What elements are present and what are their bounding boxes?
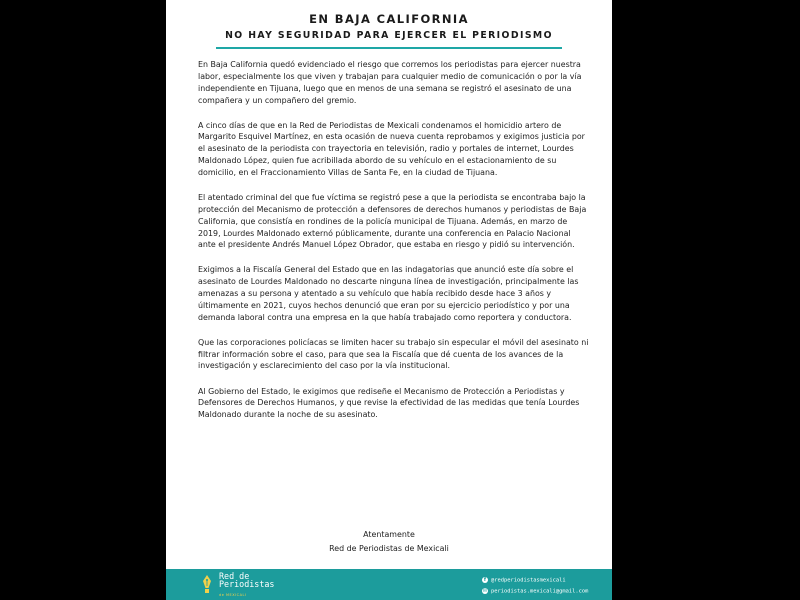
title-block	[166, 10, 612, 49]
paragraph: Exigimos a la Fiscalía General del Estado que en las indagatorias que anunció este día sobre el asesinato de Lourdes Maldonado no descarte ninguna línea de investigación, principalmente las amenazas a su persona y atentado a su vehículo que había recibido desde hace 3 años y últimamente en 2021, cuyos hechos denunció que eran por su ejercicio periodístico y por una demanda laboral contra una empresa en la que había trabajado como reportera y conductora.	[198, 265, 579, 322]
logo-line: Red de	[219, 571, 250, 581]
logo-line: Periodistas	[219, 578, 275, 589]
statement-page	[166, 0, 612, 600]
page-subtitle: NO HAY SEGURIDAD PARA EJERCER EL PERIODISMO	[225, 30, 553, 41]
signature-block	[166, 528, 612, 555]
page-title: EN BAJA CALIFORNIA	[309, 12, 469, 26]
pen-nib-icon	[202, 575, 212, 594]
title-underline	[216, 47, 562, 49]
footer-band	[166, 569, 612, 600]
logo-subtitle: de MEXICALI	[219, 593, 247, 597]
paragraph: Al Gobierno del Estado, le exigimos que rediseñe el Mecanismo de Protección a Periodistas y Defensores de Derechos Humanos, y que revise la efectividad de las medidas que tenía Lourdes Maldonado durante la noche de su asesinato.	[198, 386, 580, 420]
email-address: periodistas.mexicali@gmail.com	[491, 588, 589, 595]
paragraph: Que las corporaciones policíacas se limiten hacer su trabajo sin especular el móvil del asesinato ni filtrar información sobre el caso, para que sea la Fiscalía que dé cuenta de los avances de la investigación y esclarecimiento del caso por la vía institucional.	[198, 337, 589, 371]
paragraph: El atentado criminal del que fue víctima se registró pese a que la periodista se encontraba bajo la protección del Mecanismo de protección a defensores de derechos humanos y periodistas de Baja California, que consistía en rondines de la policía municipal de Tijuana. Además, en marzo de 2019, Lourdes Maldonado externó públicamente, durante una conferencia en Palacio Nacional ante el presidente Andrés Manuel López Obrador, que estaba en riesgo y pidió su intervención.	[198, 192, 587, 250]
email-icon: ✉	[482, 588, 488, 594]
facebook-contact[interactable]	[482, 577, 566, 584]
statement-body	[198, 59, 590, 434]
facebook-icon: f	[483, 577, 487, 583]
facebook-handle: @redperiodistasmexicali	[491, 577, 566, 584]
closing-salutation: Atentamente	[363, 530, 415, 539]
paragraph: A cinco días de que en la Red de Periodistas de Mexicali condenamos el homicidio artero de Margarito Esquivel Martínez, en esta ocasión de nueva cuenta reprobamos y exigimos justicia por el asesinato de la periodista con trayectoria en televisión, radio y portales de internet, Lourdes Maldonado López, quien fue acribillada abordo de su vehículo en el estacionamiento de su domicilio, en el Fraccionamiento Villas de Santa Fe, en la ciudad de Tijuana.	[198, 120, 585, 177]
signatory: Red de Periodistas de Mexicali	[329, 543, 449, 553]
paragraph: En Baja California quedó evidenciado el riesgo que corremos los periodistas para ejercer nuestra labor, especialmente los que viven y trabajan para cualquier medio de comunicación o por la vía independiente en Tijuana, luego que en menos de una semana se registró el asesinato de una compañera y un compañero del gremio.	[198, 60, 582, 105]
logo-wordmark	[219, 573, 274, 588]
email-contact[interactable]	[482, 588, 588, 595]
